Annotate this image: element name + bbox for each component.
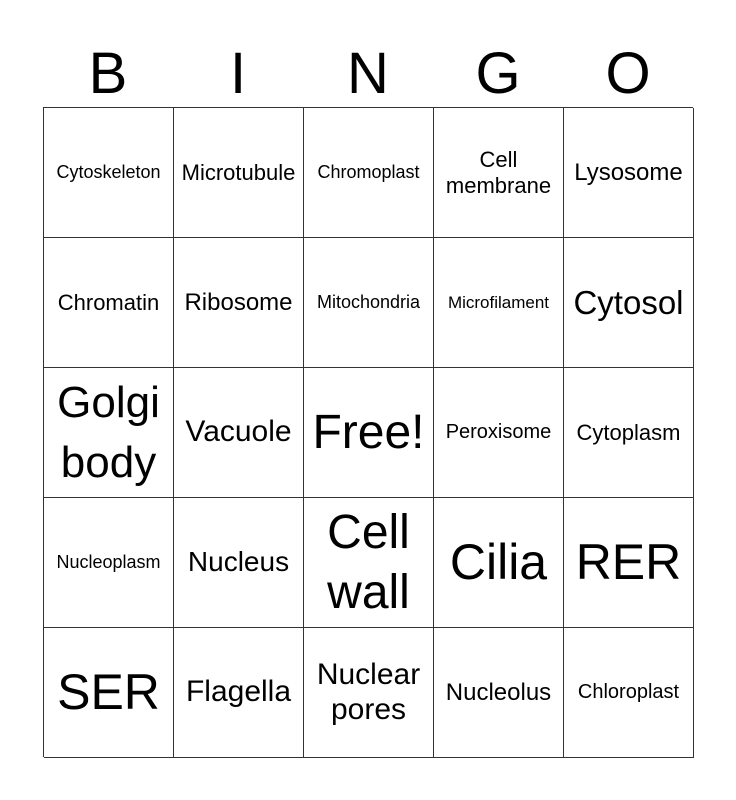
- bingo-cell: Cell wall: [304, 498, 434, 628]
- bingo-cell: Mitochondria: [304, 238, 434, 368]
- bingo-header: [43, 40, 693, 108]
- bingo-cell: Golgi body: [44, 368, 174, 498]
- bingo-cell: Microfilament: [434, 238, 564, 368]
- bingo-cell: Nucleus: [174, 498, 304, 628]
- bingo-cell: SER: [44, 628, 174, 758]
- bingo-cell: Chromatin: [44, 238, 174, 368]
- bingo-cell: Chloroplast: [564, 628, 694, 758]
- bingo-cell: Chromoplast: [304, 108, 434, 238]
- bingo-cell: Nucleoplasm: [44, 498, 174, 628]
- bingo-cell: Vacuole: [174, 368, 304, 498]
- bingo-cell: Cytosol: [564, 238, 694, 368]
- header-letter-o: O: [605, 41, 651, 106]
- bingo-cell: Cilia: [434, 498, 564, 628]
- bingo-cell: Ribosome: [174, 238, 304, 368]
- header-letter-n: N: [347, 41, 389, 106]
- bingo-cell: Cytoplasm: [564, 368, 694, 498]
- bingo-cell: Nucleolus: [434, 628, 564, 758]
- bingo-cell: Cell membrane: [434, 108, 564, 238]
- bingo-cell: Flagella: [174, 628, 304, 758]
- free-space: Free!: [304, 368, 434, 498]
- header-letter-i: I: [229, 41, 247, 106]
- bingo-cell: Cytoskeleton: [44, 108, 174, 238]
- header-letter-b: B: [88, 41, 128, 106]
- bingo-cell: Microtubule: [174, 108, 304, 238]
- bingo-cell: Nuclear pores: [304, 628, 434, 758]
- bingo-cell: Lysosome: [564, 108, 694, 238]
- bingo-board: [43, 107, 693, 757]
- bingo-cell: Peroxisome: [434, 368, 564, 498]
- bingo-cell: RER: [564, 498, 694, 628]
- header-letter-g: G: [475, 41, 521, 106]
